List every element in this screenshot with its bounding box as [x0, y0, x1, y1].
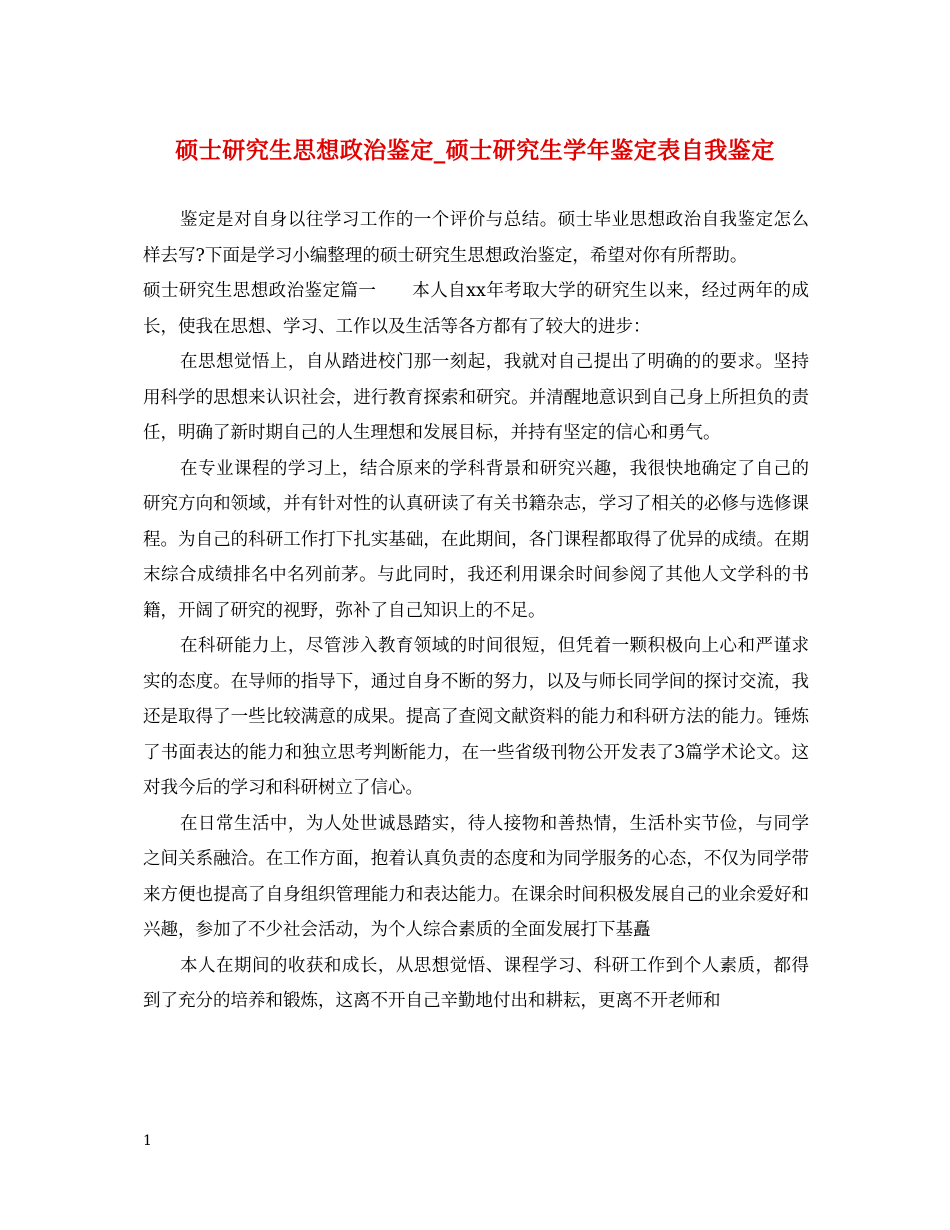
- document-title: 硕士研究生思想政治鉴定_硕士研究生学年鉴定表自我鉴定: [175, 137, 775, 164]
- page-number: 1: [143, 1133, 152, 1149]
- coursework-paragraph: 在专业课程的学习上，结合原来的学科背景和研究兴趣，我很快地确定了自己的研究方向和领域，并有针对性的认真研读了有关书籍杂志，学习了相关的必修与选修课程。为自己的科研工作打下扎实基础，在此期间，各门课程都取得了优异的成绩。在期末综合成绩排名中名列前茅。与此同时，我还利用课余时间参阅了其他人文学科的书籍，开阔了研究的视野，弥补了自己知识上的不足。: [143, 458, 809, 621]
- section-intro-paragraph: 硕士研究生思想政治鉴定篇一 本人自xx年考取大学的研究生以来，经过两年的成长，使我在思想、学习、工作以及生活等各方都有了较大的进步：: [143, 281, 809, 337]
- summary-paragraph: 本人在期间的收获和成长，从思想觉悟、课程学习、科研工作到个人素质，都得到了充分的培养和锻炼，这离不开自己辛勤地付出和耕耘，更离不开老师和: [143, 955, 809, 1011]
- daily-life-paragraph: 在日常生活中，为人处世诚恳踏实，待人接物和善热情，生活朴实节俭，与同学之间关系融洽。在工作方面，抱着认真负责的态度和为同学服务的心态，不仅为同学带来方便也提高了自身组织管理能力和表达能力。在课余时间积极发展自己的业余爱好和兴趣，参加了不少社会活动，为个人综合素质的全面发展打下基矗: [143, 813, 809, 940]
- ideology-paragraph: 在思想觉悟上，自从踏进校门那一刻起，我就对自己提出了明确的的要求。坚持用科学的思想来认识社会，进行教育探索和研究。并清醒地意识到自己身上所担负的责任，明确了新时期自己的人生理想和发展目标，并持有坚定的信心和勇气。: [143, 352, 809, 443]
- intro-paragraph: 鉴定是对自身以往学习工作的一个评价与总结。硕士毕业思想政治自我鉴定怎么样去写?下面是学习小编整理的硕士研究生思想政治鉴定，希望对你有所帮助。: [143, 210, 809, 266]
- research-paragraph: 在科研能力上，尽管涉入教育领域的时间很短，但凭着一颗积极向上心和严谨求实的态度。在导师的指导下，通过自身不断的努力，以及与师长同学间的探讨交流，我还是取得了一些比较满意的成果。提高了查阅文献资料的能力和科研方法的能力。锤炼了书面表达的能力和独立思考判断能力，在一些省级刊物公开发表了3篇学术论文。这对我今后的学习和科研树立了信心。: [143, 636, 809, 798]
- document-body: [143, 203, 809, 1020]
